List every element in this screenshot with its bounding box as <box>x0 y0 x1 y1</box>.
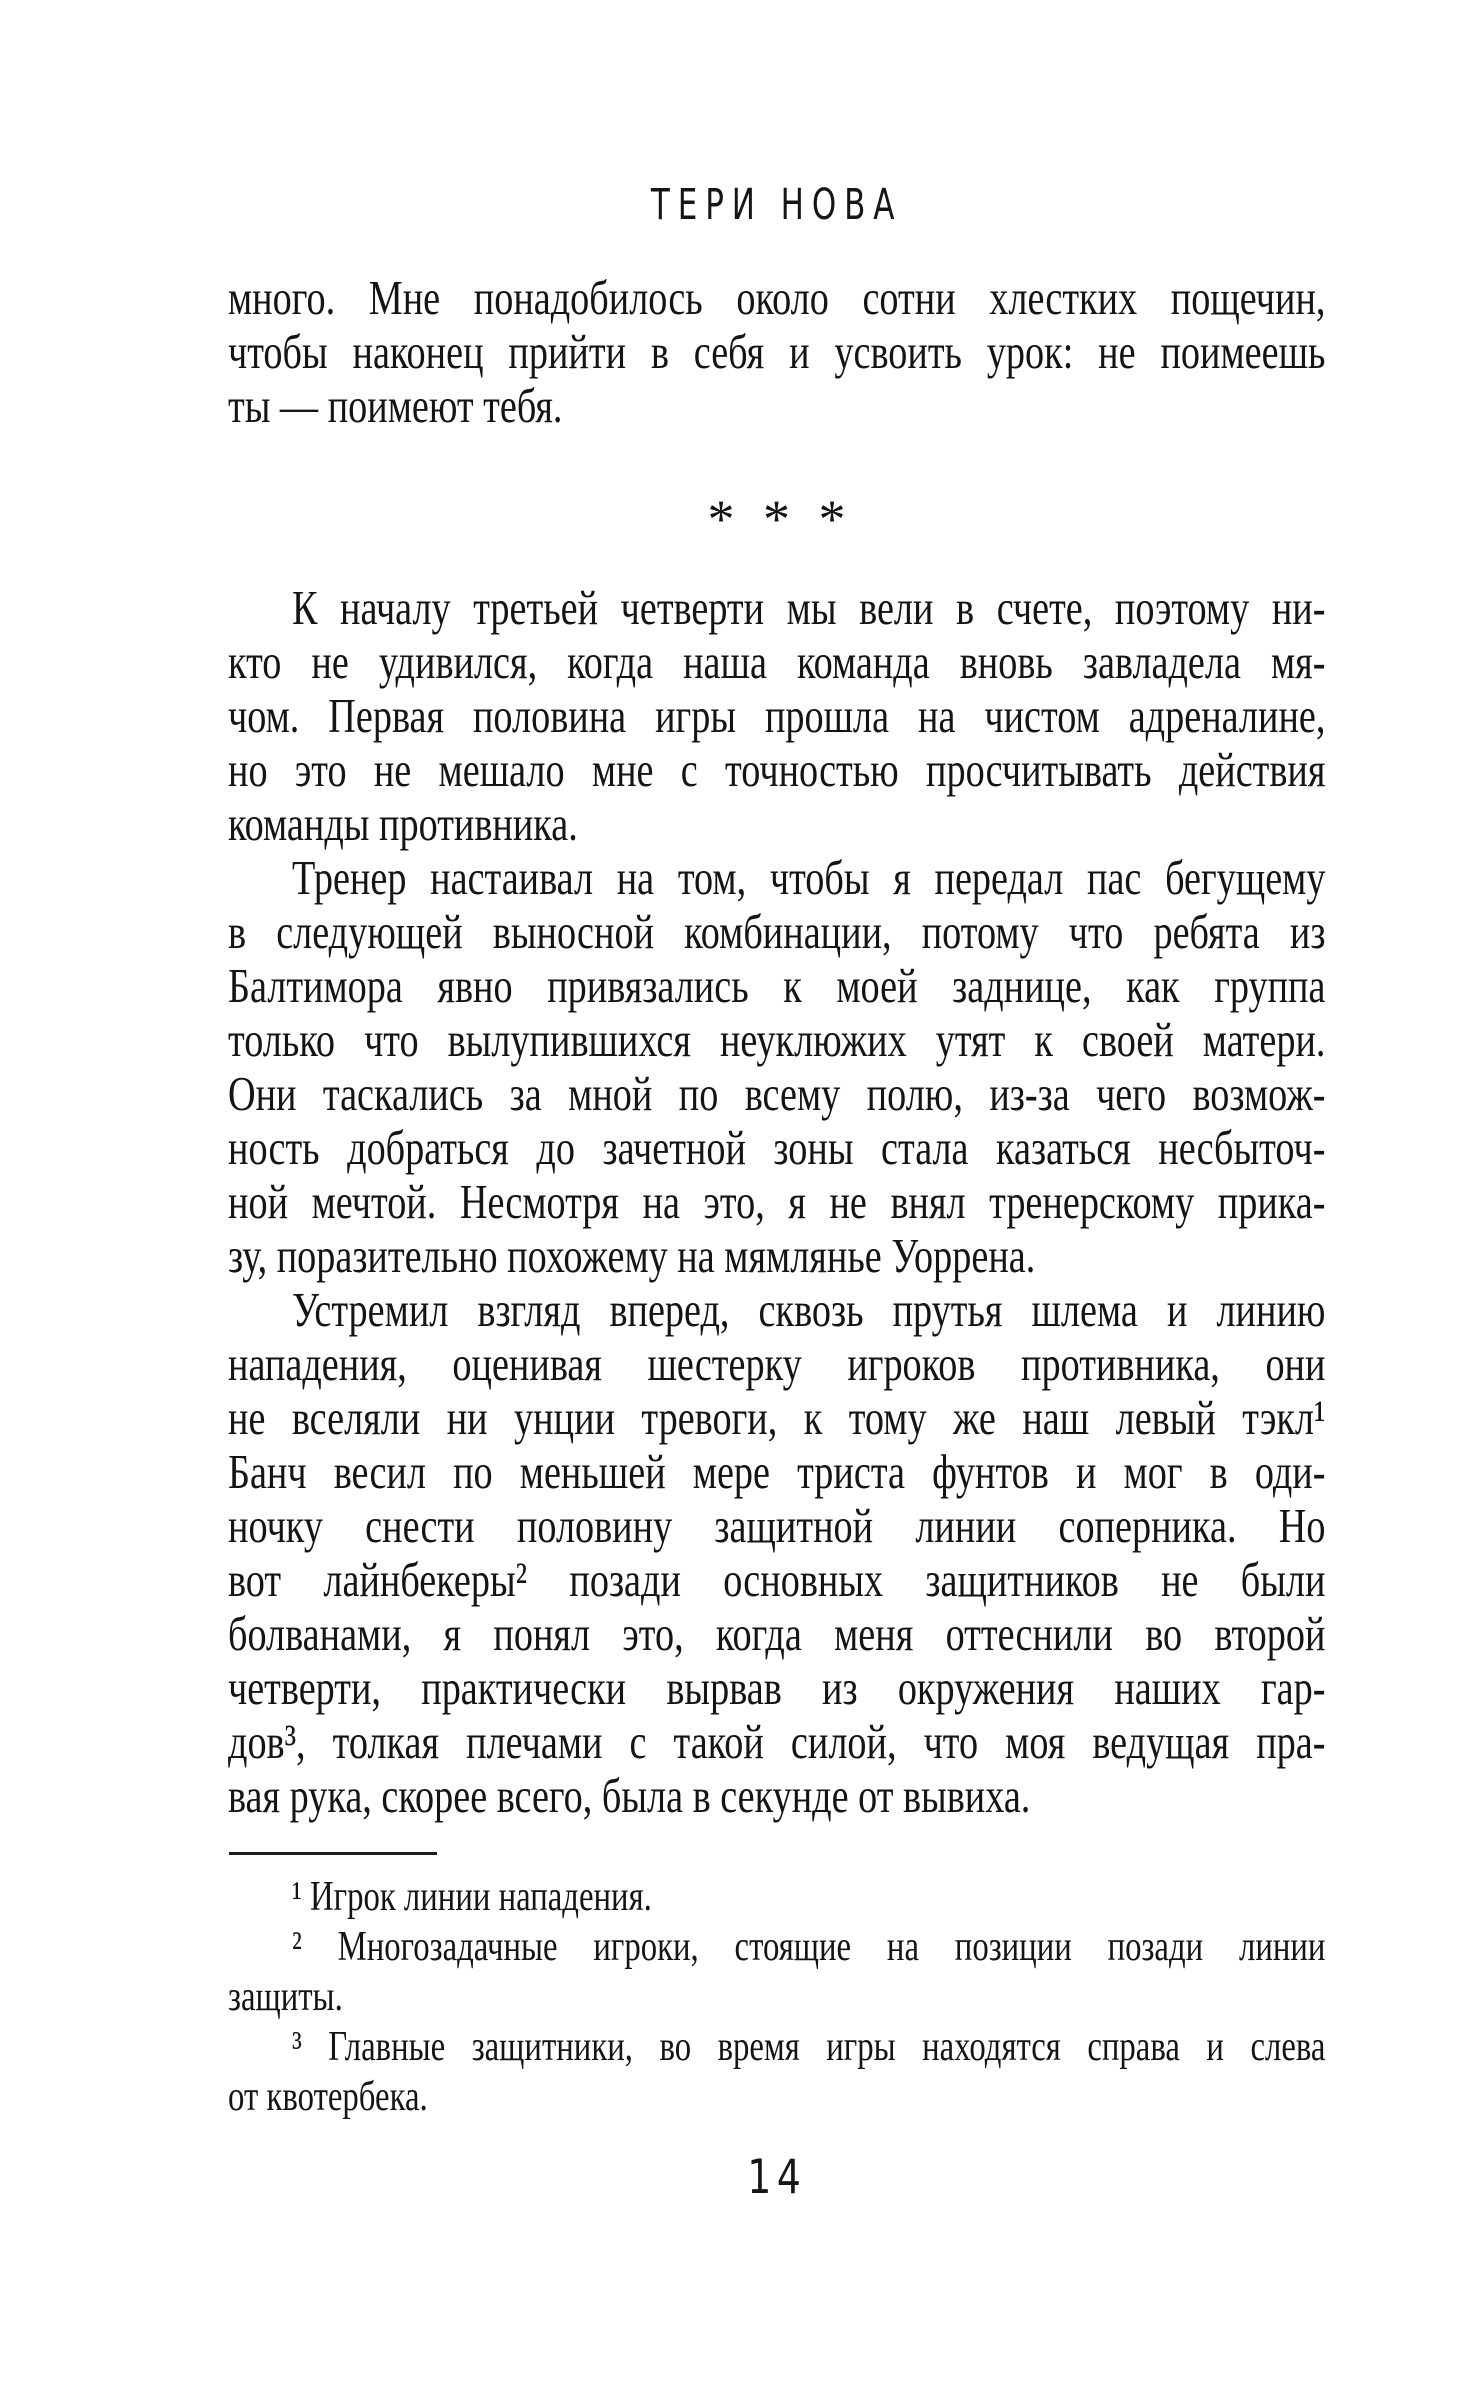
text-line: только что вылупившихся неуклюжих утят к своей матери. <box>228 1012 1326 1067</box>
text-line: но это не мешало мне с точностью просчитывать действия <box>228 742 1326 797</box>
section-separator: * * * <box>707 489 846 549</box>
text-line: кто не удивился, когда наша команда вновь завладела мя- <box>228 634 1326 689</box>
text-line: ³ Главные защитники, во время игры находятся справа и слева <box>291 2024 1326 2070</box>
running-header <box>228 180 1325 230</box>
text-line: зу, поразительно похожему на мямлянье Уоррена. <box>228 1228 1036 1283</box>
text-line: четверти, практически вырвав из окружения наших гар- <box>228 1660 1326 1715</box>
text-line: от квотербека. <box>228 2074 428 2120</box>
text-line: Устремил взгляд вперед, сквозь прутья шлема и линию <box>291 1282 1326 1337</box>
text-line: ² Многозадачные игроки, стоящие на позиции позади линии <box>291 1924 1326 1970</box>
paragraph-block-intro <box>228 271 1325 433</box>
text-line: команды противника. <box>228 796 578 851</box>
text-line: дов³, толкая плечами с такой силой, что моя ведущая пра- <box>228 1714 1326 1769</box>
text-line: ной мечтой. Несмотря на это, я не внял тренерскому прика- <box>228 1174 1326 1229</box>
paragraph-block-main <box>228 581 1325 1823</box>
text-line: ность добраться до зачетной зоны стала казаться несбыточ- <box>228 1120 1326 1175</box>
text-line: Тренер настаивал на том, чтобы я передал пас бегущему <box>291 850 1326 905</box>
text-line: ¹ Игрок линии нападения. <box>291 1874 652 1920</box>
text-line: защиты. <box>228 1974 343 2020</box>
text-line: К началу третьей четверти мы вели в счете, поэтому ни- <box>291 580 1326 635</box>
footnote-divider-rule <box>229 1852 437 1855</box>
text-line: Балтимора явно привязались к моей заднице, как группа <box>228 958 1326 1013</box>
text-line: Банч весил по меньшей мере триста фунтов и мог в оди- <box>228 1444 1326 1499</box>
text-line: Они таскались за мной по всему полю, из-за чего возмож- <box>228 1066 1326 1121</box>
text-line: ты — поимеют тебя. <box>228 378 563 433</box>
text-line: не вселяли ни унции тревоги, к тому же наш левый тэкл¹ <box>228 1390 1326 1445</box>
page-number-text: 14 <box>746 2150 807 2205</box>
text-line: нападения, оценивая шестерку игроков противника, они <box>228 1336 1326 1391</box>
text-line: вая рука, скорее всего, была в секунде от вывиха. <box>228 1768 1031 1823</box>
text-line: в следующей выносной комбинации, потому что ребята из <box>228 904 1326 959</box>
text-line: ночку снести половину защитной линии соперника. Но <box>228 1498 1326 1553</box>
text-line: вот лайнбекеры² позади основных защитников не были <box>228 1552 1326 1607</box>
page-number <box>228 2152 1325 2204</box>
text-line: чом. Первая половина игры прошла на чистом адреналине, <box>228 688 1326 743</box>
text-line: много. Мне понадобилось около сотни хлестких пощечин, <box>228 270 1326 325</box>
text-line: чтобы наконец прийти в себя и усвоить урок: не поимеешь <box>228 324 1326 379</box>
text-line: болванами, я понял это, когда меня оттеснили во второй <box>228 1606 1326 1661</box>
footnotes-block <box>228 1872 1325 2122</box>
running-header-text: ТЕРИ НОВА <box>650 180 903 230</box>
